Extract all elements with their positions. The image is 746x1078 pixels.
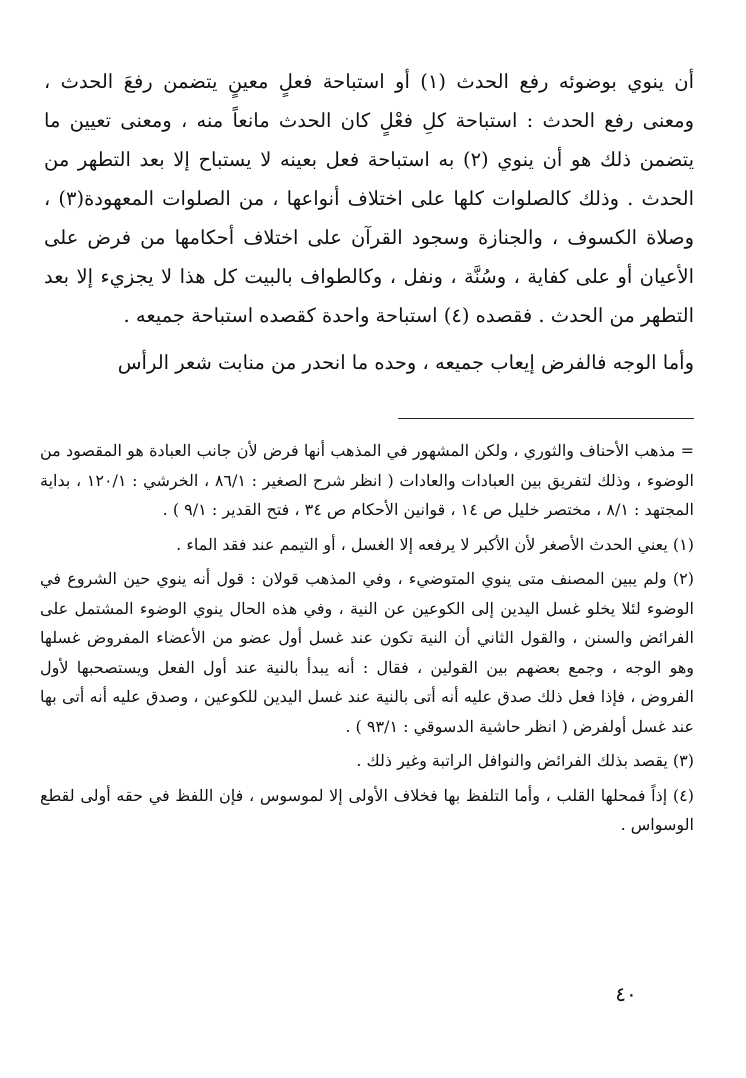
footnotes xyxy=(40,436,694,840)
page-number: ٤٠ xyxy=(615,982,637,1006)
footnote-4: (٤) إذاً فمحلها القلب ، وأما التلفظ بها فخلاف الأولى إلا لموسوس ، فإن اللفظ في حقه أولى لقطع الوسواس . xyxy=(40,785,694,834)
footnote-3: (٣) يقصد بذلك الفرائض والنوافل الراتبة وغير ذلك . xyxy=(356,751,694,770)
footnote-separator xyxy=(398,418,694,419)
footnote-1: (١) يعني الحدث الأصغر لأن الأكبر لا يرفعه إلا الغسل ، أو التيمم عند فقد الماء . xyxy=(176,534,694,554)
footnote-continuation: = مذهب الأحناف والثوري ، ولكن المشهور في المذهب أنها فرض لأن جانب العبادة هو المقصود من الوضوء ، وذلك لتفريق بين العبادات والعادات ( انظر شرح الصغير : ٨٦/١ ، الخرشي : ١٢٠/١ ، بداية المجتهد : ٨/١ ، مختصر خليل ص ١٤ ، قوانين الأحكام ص ٣٤ ، فتح القدير : ٩/١ ) . xyxy=(40,441,694,519)
main-paragraph: وأما الوجه فالفرض إيعاب جميعه ، وحده ما انحدر من منابت شعر الرأس xyxy=(117,351,694,374)
footnote-2: (٢) ولم يبين المصنف متى ينوي المتوضيء ، وفي المذهب قولان : قول أنه ينوي حين الشروع في الوضوء لئلا يخلو غسل اليدين إلى الكوعين عن النية ، وفي هذه الحال ينوي الوضوء المشتمل على الفرائض والسنن ، والقول الثاني أن النية تكون عند غسل أول عضو من الأعضاء المفروض غسلها وهو الوجه ، وجمع بعضهم بين القولين ، فقال : أنه يبدأ بالنية عند أول الفعل ويستصحبها لأول الفروض ، فإذا فعل ذلك صدق عليه أنه أتى بالنية عند غسل اليدين للكوعين ، وصدق عليه أنه أتى بها عند غسل أولفرض ( انظر حاشية الدسوقي : ٩٣/١ ) . xyxy=(40,569,694,736)
main-text xyxy=(44,62,694,382)
main-paragraph: أن ينوي بوضوئه رفع الحدث (١) أو استباحة فعلٍ معينٍ يتضمن رفعَ الحدث ، ومعنى رفع الحدث : استباحة كلِ فعْلٍ كان الحدث مانعاً منه ، ومعنى تعيين ما يتضمن ذلك هو أن ينوي (٢) به استباحة فعل بعينه لا يستباح إلا بعد التطهر من الحدث . وذلك كالصلوات كلها على اختلاف أنواعها ، من الصلوات المعهودة(٣) ، وصلاة الكسوف ، والجنازة وسجود القرآن على اختلاف أحكامها من فرض على الأعيان أو على كفاية ، وسُنَّة ، ونفل ، وكالطواف بالبيت كل هذا لا يجزيء إلا بعد التطهر من الحدث . فقصده (٤) استباحة واحدة كقصده استباحة جميعه . xyxy=(44,70,694,327)
